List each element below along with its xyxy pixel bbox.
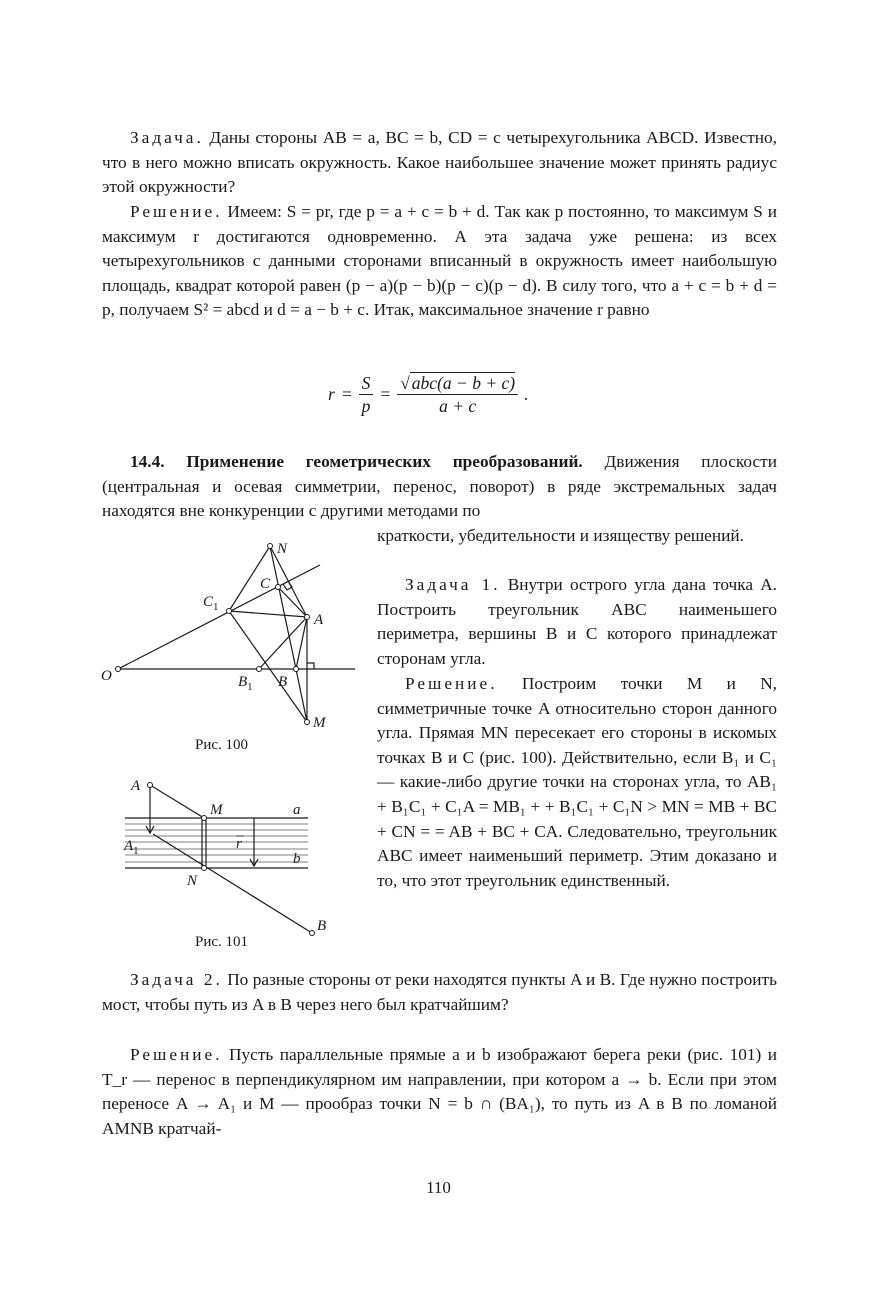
solution-1-text: Построим точки M и N, симметричные точке A относительно сторон данного угла. Прямая MN пересекает его стороны в искомых точках B и C (рис. 100). Действительно, если B₁ и C₁ — какие-либо другие точки на сторонах угла, то AB₁ + B₁C₁ + C₁A = MB₁ + + B₁C₁ + C₁N > MN = MB + BC + CN = = AB + BC + CA. Следовательно, треугольник ABC имеет наименьший периметр. Этим доказано и то, что этот треугольник единственный. <box>377 674 778 890</box>
fraction-sqrt <box>397 372 518 417</box>
solution-1-label: Решение. <box>405 674 498 693</box>
label-a: A <box>131 778 141 794</box>
label-a1: $A_1$ <box>124 838 139 857</box>
label-n: N <box>187 873 198 889</box>
problem-1-text: Внутри острого угла дана точка A. Построить треугольник ABC наименьшего периметра, вершины B и C которого принадлежат сторонам угла. <box>377 575 777 668</box>
problem-1 <box>377 573 777 671</box>
problem-2-label: Задача 2. <box>130 970 223 989</box>
label-o: O <box>101 668 112 684</box>
section-cont-text: краткости, убедительности и изяществу решений. <box>377 526 744 545</box>
label-b: B <box>317 918 327 934</box>
section-text: Движения плоскости (центральная и осевая симметрии, перенос, поворот) в ряде экстремальных задач находятся вне конкуренции с другими методами по <box>102 452 777 521</box>
solution-label: Решение. <box>130 202 223 221</box>
problem-2-text: По разные стороны от реки находятся пункты A и B. Где нужно построить мост, чтобы путь из A в B через него был кратчайшим? <box>102 970 777 1014</box>
fraction-denominator: p <box>361 396 371 416</box>
solution-intro <box>102 200 777 323</box>
fraction-numerator: S <box>359 372 374 395</box>
figure-100-caption: Рис. 100 <box>195 737 249 753</box>
fraction-numerator <box>397 372 518 395</box>
formula-lhs: r <box>328 384 335 404</box>
problem-label: Задача. <box>130 128 204 147</box>
radius-formula <box>328 372 528 417</box>
page-number: 110 <box>426 1178 451 1197</box>
label-m: M <box>313 715 326 731</box>
radicand: abc(a − b + c) <box>411 373 516 393</box>
section-paragraph <box>102 450 777 524</box>
sqrt-icon: √ <box>400 373 410 393</box>
label-b: B <box>278 674 288 690</box>
period: . <box>524 384 529 404</box>
solution-2 <box>102 1043 777 1141</box>
problem-text: Даны стороны AB = a, BC = b, CD = c четырехугольника ABCD. Известно, что в него можно вписать окружность. Какое наибольшее значение может принять радиус этой окружности? <box>102 128 777 197</box>
label-r-vector: r <box>236 836 242 852</box>
label-m: M <box>210 802 223 818</box>
solution-text: Имеем: S = pr, где p = a + c = b + d. Так как p постоянно, то максимум S и максимум r достигаются одновременно. А эта задача уже решена: из всех четырехугольников с данными сторонами вписанный в окружность имеет наибольшую площадь, квадрат которой равен (p − a)(p − b)(p − c)(p − d). В силу того, что a + c = b + d = p, получаем S² = abcd и d = a − b + c. Итак, максимальное значение r равно <box>102 202 777 320</box>
solution-1 <box>377 672 777 893</box>
figure-100 <box>100 530 370 745</box>
figure-101-caption: Рис. 101 <box>195 934 249 950</box>
label-b1: $B_1$ <box>238 674 253 693</box>
solution-2-label: Решение. <box>130 1045 223 1064</box>
label-a-line: a <box>293 802 301 818</box>
fraction-denominator: a + c <box>439 396 477 416</box>
label-a: A <box>314 612 324 628</box>
fraction-s-over-p <box>359 372 374 417</box>
problem-intro <box>102 126 777 200</box>
equals-sign: = <box>340 384 353 404</box>
section-continuation <box>377 524 777 549</box>
label-c: C <box>260 576 271 592</box>
figure-101 <box>110 770 340 945</box>
problem-1-label: Задача 1. <box>405 575 501 594</box>
label-c1: $C_1$ <box>203 594 219 613</box>
section-title: 14.4. Применение геометрических преобразований. <box>130 452 583 471</box>
label-n: N <box>277 541 288 557</box>
problem-2 <box>102 968 777 1017</box>
label-b-line: b <box>293 851 301 867</box>
equals-sign: = <box>379 384 392 404</box>
solution-2-text: Пусть параллельные прямые a и b изображают берега реки (рис. 101) и T_r — перенос в перпендикулярном им направлении, при котором a → b. Если при этом переносе A → A₁ и M — прообраз точки N = b ∩ (BA₁), то путь из A в B по ломаной AMNB кратчай- <box>102 1045 777 1138</box>
